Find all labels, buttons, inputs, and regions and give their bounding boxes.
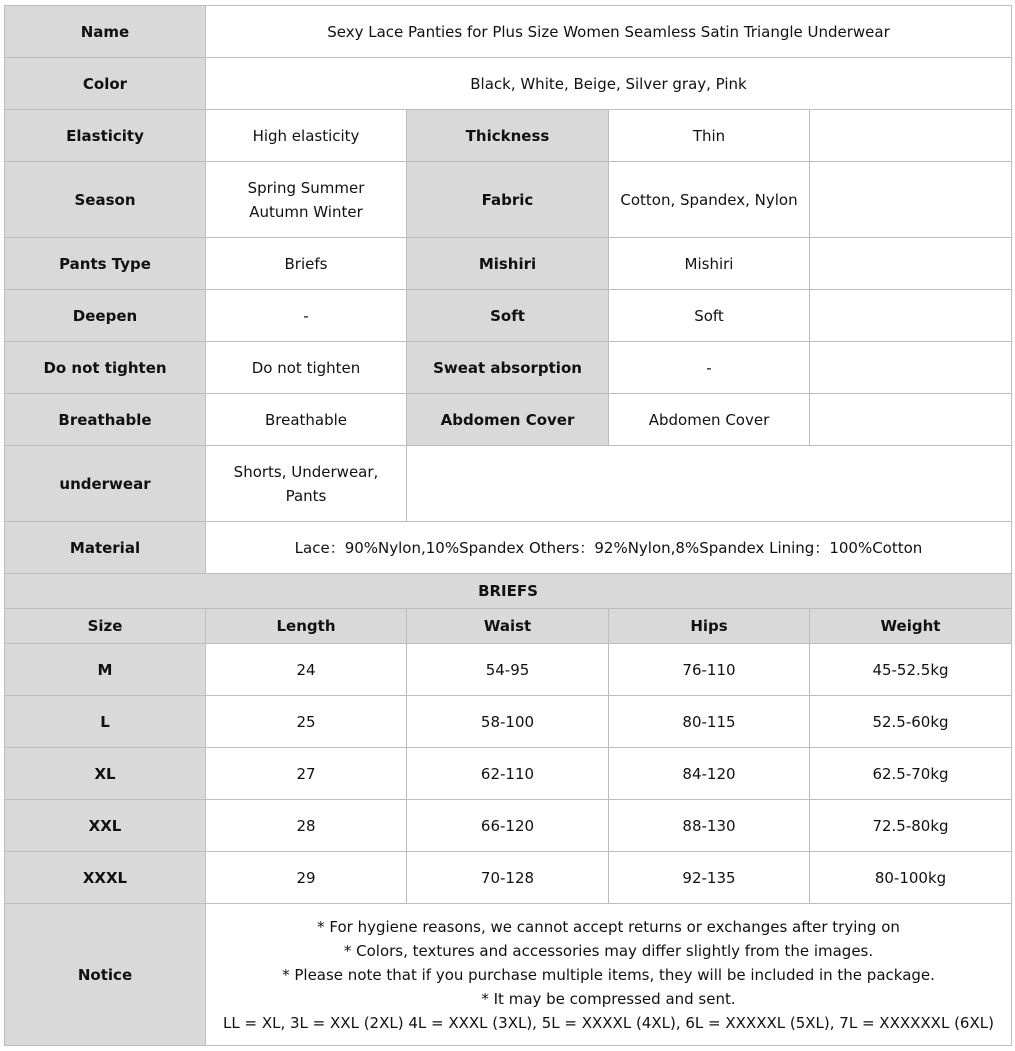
soft-value: Soft xyxy=(609,290,810,342)
waist-cell: 70-128 xyxy=(407,852,609,904)
fabric-label: Fabric xyxy=(407,162,609,238)
elasticity-label: Elasticity xyxy=(5,110,206,162)
size-cell: M xyxy=(5,644,206,696)
elasticity-value: High elasticity xyxy=(206,110,407,162)
hips-cell: 76-110 xyxy=(609,644,810,696)
empty-cell xyxy=(407,446,1012,522)
size-row-l xyxy=(5,696,1012,748)
size-cell: XXL xyxy=(5,800,206,852)
color-label: Color xyxy=(5,58,206,110)
abdomen-cover-label: Abdomen Cover xyxy=(407,394,609,446)
size-chart-title-row xyxy=(5,574,1012,609)
underwear-value xyxy=(206,446,407,522)
weight-cell: 52.5-60kg xyxy=(810,696,1012,748)
spec-table xyxy=(4,5,1012,1046)
length-cell: 27 xyxy=(206,748,407,800)
header-waist: Waist xyxy=(407,609,609,644)
header-length: Length xyxy=(206,609,407,644)
notice-line: * It may be compressed and sent. xyxy=(481,989,736,1008)
season-value-line: Autumn Winter xyxy=(249,202,363,221)
length-cell: 28 xyxy=(206,800,407,852)
pants-type-label: Pants Type xyxy=(5,238,206,290)
row-underwear xyxy=(5,446,1012,522)
size-cell: XXXL xyxy=(5,852,206,904)
season-value xyxy=(206,162,407,238)
notice-content xyxy=(206,904,1012,1046)
do-not-tighten-value: Do not tighten xyxy=(206,342,407,394)
length-cell: 25 xyxy=(206,696,407,748)
notice-line: * Please note that if you purchase multiple items, they will be included in the package. xyxy=(282,965,935,984)
waist-cell: 54-95 xyxy=(407,644,609,696)
underwear-value-line: Pants xyxy=(285,486,327,505)
empty-cell xyxy=(810,162,1012,238)
empty-cell xyxy=(810,342,1012,394)
name-label: Name xyxy=(5,6,206,58)
row-do-not-tighten xyxy=(5,342,1012,394)
row-pants-type xyxy=(5,238,1012,290)
row-elasticity xyxy=(5,110,1012,162)
header-weight: Weight xyxy=(810,609,1012,644)
notice-line: LL = XL, 3L = XXL (2XL) 4L = XXXL (3XL), 5L = XXXXL (4XL), 6L = XXXXXL (5XL), 7L = XXXXXXL (6XL) xyxy=(223,1013,994,1032)
empty-cell xyxy=(810,290,1012,342)
notice-row xyxy=(5,904,1012,1046)
pants-type-value: Briefs xyxy=(206,238,407,290)
fabric-value: Cotton, Spandex, Nylon xyxy=(609,162,810,238)
empty-cell xyxy=(810,110,1012,162)
abdomen-cover-value: Abdomen Cover xyxy=(609,394,810,446)
waist-cell: 58-100 xyxy=(407,696,609,748)
thickness-value: Thin xyxy=(609,110,810,162)
empty-cell xyxy=(810,238,1012,290)
length-cell: 29 xyxy=(206,852,407,904)
thickness-label: Thickness xyxy=(407,110,609,162)
underwear-label: underwear xyxy=(5,446,206,522)
material-label: Material xyxy=(5,522,206,574)
deepen-label: Deepen xyxy=(5,290,206,342)
header-size: Size xyxy=(5,609,206,644)
weight-cell: 72.5-80kg xyxy=(810,800,1012,852)
material-value: Lace：90%Nylon,10%Spandex Others：92%Nylon,8%Spandex Lining：100%Cotton xyxy=(206,522,1012,574)
season-value-line: Spring Summer xyxy=(247,178,365,197)
size-row-m xyxy=(5,644,1012,696)
hips-cell: 88-130 xyxy=(609,800,810,852)
notice-line: * For hygiene reasons, we cannot accept returns or exchanges after trying on xyxy=(317,917,900,936)
empty-cell xyxy=(810,394,1012,446)
hips-cell: 92-135 xyxy=(609,852,810,904)
color-value: Black, White, Beige, Silver gray, Pink xyxy=(206,58,1012,110)
mishiri-label: Mishiri xyxy=(407,238,609,290)
size-chart-title: BRIEFS xyxy=(5,574,1012,609)
deepen-value: - xyxy=(206,290,407,342)
do-not-tighten-label: Do not tighten xyxy=(5,342,206,394)
weight-cell: 62.5-70kg xyxy=(810,748,1012,800)
breathable-label: Breathable xyxy=(5,394,206,446)
name-value: Sexy Lace Panties for Plus Size Women Seamless Satin Triangle Underwear xyxy=(206,6,1012,58)
hips-cell: 84-120 xyxy=(609,748,810,800)
size-row-xxxl xyxy=(5,852,1012,904)
sweat-absorption-label: Sweat absorption xyxy=(407,342,609,394)
length-cell: 24 xyxy=(206,644,407,696)
row-deepen xyxy=(5,290,1012,342)
waist-cell: 66-120 xyxy=(407,800,609,852)
soft-label: Soft xyxy=(407,290,609,342)
size-cell: L xyxy=(5,696,206,748)
size-row-xxl xyxy=(5,800,1012,852)
weight-cell: 80-100kg xyxy=(810,852,1012,904)
breathable-value: Breathable xyxy=(206,394,407,446)
size-row-xl xyxy=(5,748,1012,800)
underwear-value-line: Shorts, Underwear, xyxy=(233,462,379,481)
notice-line: * Colors, textures and accessories may differ slightly from the images. xyxy=(343,941,874,960)
row-name xyxy=(5,6,1012,58)
notice-label: Notice xyxy=(5,904,206,1046)
weight-cell: 45-52.5kg xyxy=(810,644,1012,696)
row-breathable xyxy=(5,394,1012,446)
sweat-absorption-value: - xyxy=(609,342,810,394)
season-label: Season xyxy=(5,162,206,238)
hips-cell: 80-115 xyxy=(609,696,810,748)
row-material xyxy=(5,522,1012,574)
row-season xyxy=(5,162,1012,238)
size-chart-header-row xyxy=(5,609,1012,644)
waist-cell: 62-110 xyxy=(407,748,609,800)
mishiri-value: Mishiri xyxy=(609,238,810,290)
size-cell: XL xyxy=(5,748,206,800)
row-color xyxy=(5,58,1012,110)
header-hips: Hips xyxy=(609,609,810,644)
